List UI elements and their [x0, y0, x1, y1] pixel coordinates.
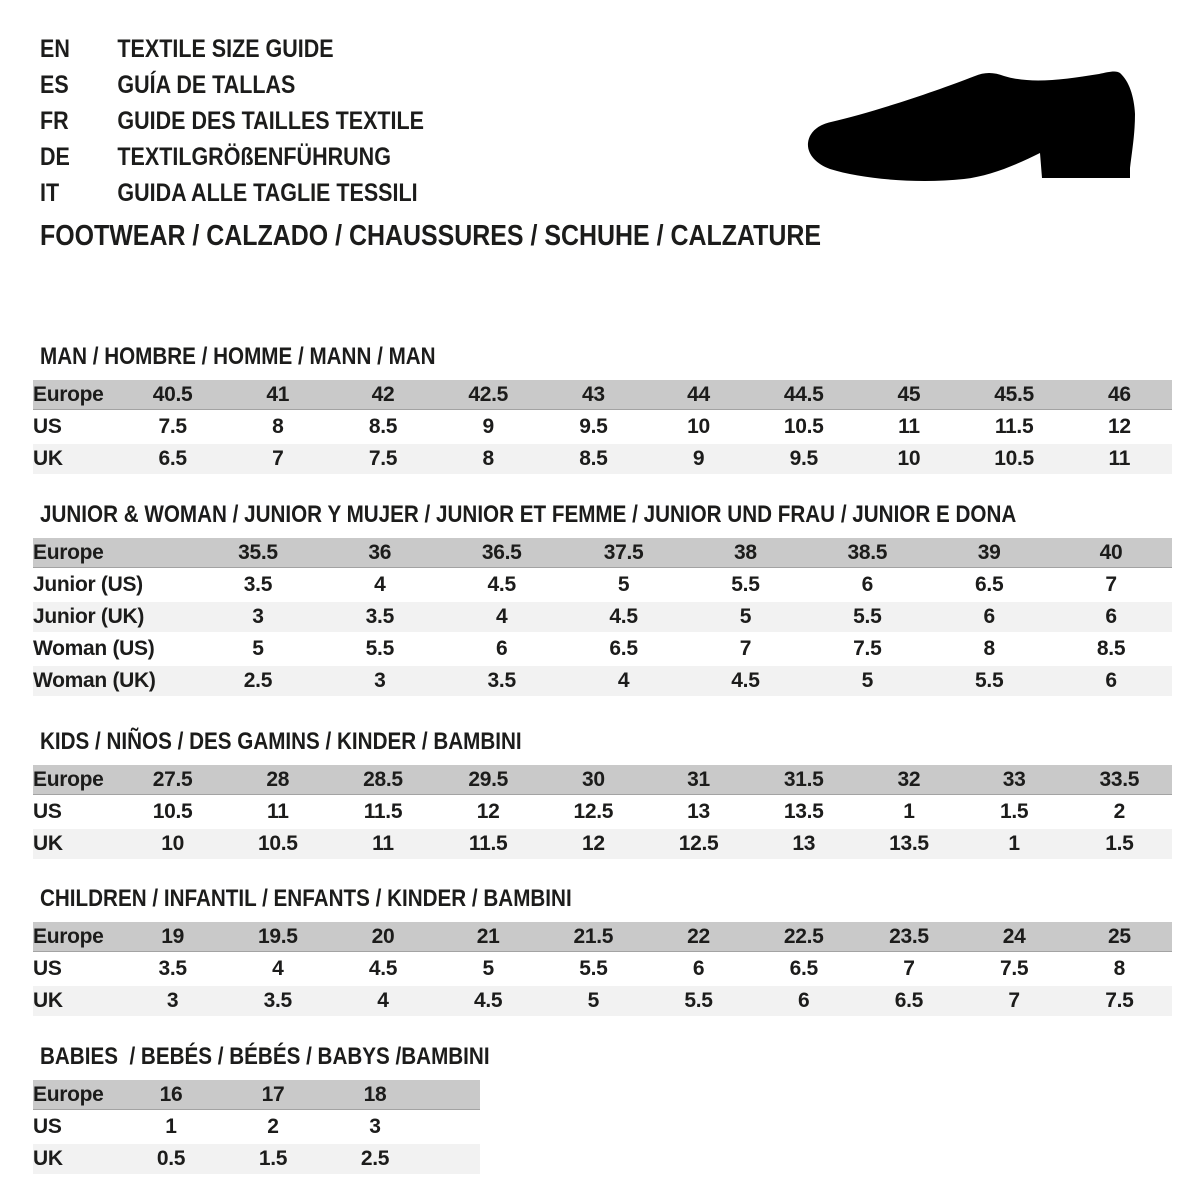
table-row: [33, 443, 1172, 475]
size-cell: 7.5: [120, 411, 225, 443]
size-cell: 3: [120, 985, 225, 1017]
size-cell: 3: [197, 601, 319, 633]
size-cell: 5: [541, 985, 646, 1017]
row-label: UK: [33, 1143, 120, 1175]
size-cell: 9.5: [541, 411, 646, 443]
size-cell: 45.5: [962, 380, 1067, 411]
size-cell: 8: [928, 633, 1050, 665]
size-cell: 5.5: [928, 665, 1050, 697]
size-cell: 28: [225, 765, 330, 796]
size-cell: 11: [856, 411, 961, 443]
size-cell: 13.5: [856, 828, 961, 860]
size-cell: 21.5: [541, 922, 646, 953]
size-cell: 44: [646, 380, 751, 411]
size-cell: 42: [330, 380, 435, 411]
size-cell: 12: [1067, 411, 1172, 443]
size-cell: 36: [319, 538, 441, 569]
section-title: KIDS / NIÑOS / DES GAMINS / KINDER / BAMBINI: [40, 728, 522, 755]
lang-title: GUÍA DE TALLAS: [117, 71, 296, 99]
size-cell: 6: [441, 633, 563, 665]
size-cell: 2: [1067, 796, 1172, 828]
size-table-man: [33, 380, 1172, 476]
size-cell: 9.5: [751, 443, 856, 475]
lang-title: TEXTILGRÖßENFÜHRUNG: [117, 143, 391, 171]
row-label: Junior (UK): [33, 601, 197, 633]
size-cell: 17: [222, 1080, 324, 1111]
size-cell: 7: [225, 443, 330, 475]
table-row: [33, 985, 1172, 1017]
row-label: UK: [33, 828, 120, 860]
size-cell: 2.5: [324, 1143, 426, 1175]
size-cell: 23.5: [856, 922, 961, 953]
lang-row-en: [40, 31, 487, 67]
size-cell: 1: [120, 1111, 222, 1143]
table-row: [33, 953, 1172, 985]
size-cell: 6.5: [928, 569, 1050, 601]
size-cell: 4: [330, 985, 435, 1017]
size-cell: 21: [436, 922, 541, 953]
table-row: [33, 665, 1172, 697]
size-cell: 12: [436, 796, 541, 828]
section-title: JUNIOR & WOMAN / JUNIOR Y MUJER / JUNIOR ET FEMME / JUNIOR UND FRAU / JUNIOR E DONA: [40, 501, 1017, 528]
size-cell: 28.5: [330, 765, 435, 796]
size-cell: 3.5: [120, 953, 225, 985]
size-cell: 3.5: [319, 601, 441, 633]
table-row: [33, 922, 1172, 953]
table-row: [33, 1080, 480, 1111]
size-cell: 6: [1050, 601, 1172, 633]
size-cell: 31: [646, 765, 751, 796]
row-label: UK: [33, 443, 120, 475]
size-cell: 40: [1050, 538, 1172, 569]
row-label: US: [33, 411, 120, 443]
table-row: [33, 601, 1172, 633]
spacer-cell: [426, 1080, 480, 1111]
table-row: [33, 380, 1172, 411]
size-cell: 9: [436, 411, 541, 443]
size-cell: 11.5: [330, 796, 435, 828]
lang-code: ES: [40, 71, 69, 99]
table-row: [33, 633, 1172, 665]
size-cell: 5: [563, 569, 685, 601]
size-cell: 10: [120, 828, 225, 860]
section-title: CHILDREN / INFANTIL / ENFANTS / KINDER / BAMBINI: [40, 885, 572, 912]
size-cell: 33: [962, 765, 1067, 796]
size-cell: 5: [685, 601, 807, 633]
size-cell: 7: [685, 633, 807, 665]
size-cell: 39: [928, 538, 1050, 569]
size-cell: 6: [806, 569, 928, 601]
size-cell: 5.5: [319, 633, 441, 665]
size-cell: 9: [646, 443, 751, 475]
table-row: [33, 569, 1172, 601]
size-cell: 13: [751, 828, 856, 860]
size-cell: 11: [1067, 443, 1172, 475]
size-cell: 30: [541, 765, 646, 796]
table-row: [33, 1143, 480, 1175]
size-cell: 1: [962, 828, 1067, 860]
size-cell: 44.5: [751, 380, 856, 411]
size-cell: 8: [1067, 953, 1172, 985]
row-label: Europe: [33, 380, 120, 411]
lang-code: FR: [40, 107, 69, 135]
lang-row-de: [40, 139, 487, 175]
size-cell: 6: [1050, 665, 1172, 697]
size-cell: 7.5: [962, 953, 1067, 985]
size-cell: 8: [225, 411, 330, 443]
table-row: [33, 765, 1172, 796]
size-cell: 6: [928, 601, 1050, 633]
size-cell: 7.5: [330, 443, 435, 475]
size-cell: 7: [856, 953, 961, 985]
language-title-block: [40, 31, 487, 211]
size-cell: 8.5: [330, 411, 435, 443]
size-cell: 38: [685, 538, 807, 569]
size-cell: 2: [222, 1111, 324, 1143]
lang-title: GUIDE DES TAILLES TEXTILE: [117, 107, 425, 135]
size-cell: 11.5: [962, 411, 1067, 443]
size-table-section-man: [33, 344, 1172, 476]
size-cell: 10: [646, 411, 751, 443]
size-cell: 4.5: [441, 569, 563, 601]
size-table-section-children: [33, 886, 1172, 1018]
size-cell: 19.5: [225, 922, 330, 953]
size-cell: 4.5: [563, 601, 685, 633]
size-table-kids: [33, 765, 1172, 861]
size-table-section-babies: [33, 1044, 563, 1176]
lang-row-es: [40, 67, 487, 103]
size-cell: 13.5: [751, 796, 856, 828]
size-cell: 27.5: [120, 765, 225, 796]
size-cell: 40.5: [120, 380, 225, 411]
shoe-icon: [804, 66, 1140, 186]
size-cell: 6.5: [856, 985, 961, 1017]
size-cell: 5: [806, 665, 928, 697]
size-cell: 22.5: [751, 922, 856, 953]
size-cell: 3.5: [197, 569, 319, 601]
size-cell: 5.5: [806, 601, 928, 633]
size-cell: 8: [436, 443, 541, 475]
size-cell: 38.5: [806, 538, 928, 569]
size-cell: 12: [541, 828, 646, 860]
size-cell: 20: [330, 922, 435, 953]
size-cell: 5.5: [685, 569, 807, 601]
size-cell: 4: [563, 665, 685, 697]
lang-title: GUIDA ALLE TAGLIE TESSILI: [117, 179, 418, 207]
size-cell: 5.5: [646, 985, 751, 1017]
table-row: [33, 1111, 480, 1143]
row-label: Woman (UK): [33, 665, 197, 697]
size-table-section-kids: [33, 729, 1172, 861]
size-cell: 4.5: [685, 665, 807, 697]
lang-title: TEXTILE SIZE GUIDE: [117, 35, 334, 63]
size-cell: 10.5: [225, 828, 330, 860]
table-row: [33, 411, 1172, 443]
category-title: FOOTWEAR / CALZADO / CHAUSSURES / SCHUHE / CALZATURE: [40, 220, 821, 252]
row-label: US: [33, 1111, 120, 1143]
row-label: UK: [33, 985, 120, 1017]
size-cell: 10.5: [751, 411, 856, 443]
size-cell: 42.5: [436, 380, 541, 411]
size-cell: 35.5: [197, 538, 319, 569]
size-cell: 37.5: [563, 538, 685, 569]
size-cell: 32: [856, 765, 961, 796]
size-cell: 11: [330, 828, 435, 860]
size-cell: 41: [225, 380, 330, 411]
size-cell: 3: [319, 665, 441, 697]
lang-row-it: [40, 175, 487, 211]
size-cell: 12.5: [541, 796, 646, 828]
size-cell: 6: [751, 985, 856, 1017]
lang-code: EN: [40, 35, 70, 63]
size-cell: 43: [541, 380, 646, 411]
section-title: MAN / HOMBRE / HOMME / MANN / MAN: [40, 343, 436, 370]
size-cell: 5: [436, 953, 541, 985]
size-cell: 4.5: [436, 985, 541, 1017]
size-cell: 2.5: [197, 665, 319, 697]
size-cell: 1.5: [222, 1143, 324, 1175]
size-cell: 8.5: [541, 443, 646, 475]
size-table-babies: [33, 1080, 480, 1176]
size-cell: 3.5: [225, 985, 330, 1017]
row-label: Europe: [33, 765, 120, 796]
size-cell: 7: [962, 985, 1067, 1017]
table-row: [33, 828, 1172, 860]
size-cell: 4: [441, 601, 563, 633]
table-row: [33, 538, 1172, 569]
size-cell: 11.5: [436, 828, 541, 860]
size-cell: 7.5: [1067, 985, 1172, 1017]
size-cell: 22: [646, 922, 751, 953]
size-cell: 45: [856, 380, 961, 411]
size-cell: 0.5: [120, 1143, 222, 1175]
size-cell: 6.5: [751, 953, 856, 985]
table-row: [33, 796, 1172, 828]
size-table-section-junior-woman: [33, 502, 1175, 698]
row-label: Europe: [33, 538, 197, 569]
size-cell: 1.5: [962, 796, 1067, 828]
size-cell: 10.5: [962, 443, 1067, 475]
size-cell: 25: [1067, 922, 1172, 953]
size-cell: 18: [324, 1080, 426, 1111]
row-label: Europe: [33, 1080, 120, 1111]
size-cell: 4.5: [330, 953, 435, 985]
size-cell: 5.5: [541, 953, 646, 985]
spacer-cell: [426, 1143, 480, 1175]
size-cell: 1.5: [1067, 828, 1172, 860]
size-cell: 11: [225, 796, 330, 828]
size-table-junior-woman: [33, 538, 1172, 698]
size-cell: 36.5: [441, 538, 563, 569]
size-cell: 3.5: [441, 665, 563, 697]
size-cell: 4: [319, 569, 441, 601]
size-table-children: [33, 922, 1172, 1018]
size-cell: 6.5: [563, 633, 685, 665]
size-cell: 6.5: [120, 443, 225, 475]
row-label: Junior (US): [33, 569, 197, 601]
size-cell: 3: [324, 1111, 426, 1143]
size-cell: 19: [120, 922, 225, 953]
lang-code: DE: [40, 143, 70, 171]
row-label: US: [33, 796, 120, 828]
size-cell: 33.5: [1067, 765, 1172, 796]
size-cell: 7.5: [806, 633, 928, 665]
size-cell: 7: [1050, 569, 1172, 601]
size-cell: 6: [646, 953, 751, 985]
section-title: BABIES / BEBÉS / BÉBÉS / BABYS /BAMBINI: [40, 1043, 490, 1070]
size-cell: 1: [856, 796, 961, 828]
lang-code: IT: [40, 179, 60, 207]
row-label: Europe: [33, 922, 120, 953]
size-cell: 10: [856, 443, 961, 475]
row-label: US: [33, 953, 120, 985]
size-cell: 5: [197, 633, 319, 665]
size-cell: 46: [1067, 380, 1172, 411]
lang-row-fr: [40, 103, 487, 139]
size-cell: 13: [646, 796, 751, 828]
size-cell: 31.5: [751, 765, 856, 796]
size-cell: 10.5: [120, 796, 225, 828]
size-cell: 4: [225, 953, 330, 985]
spacer-cell: [426, 1111, 480, 1143]
size-cell: 16: [120, 1080, 222, 1111]
size-cell: 29.5: [436, 765, 541, 796]
size-cell: 12.5: [646, 828, 751, 860]
size-cell: 8.5: [1050, 633, 1172, 665]
row-label: Woman (US): [33, 633, 197, 665]
size-cell: 24: [962, 922, 1067, 953]
